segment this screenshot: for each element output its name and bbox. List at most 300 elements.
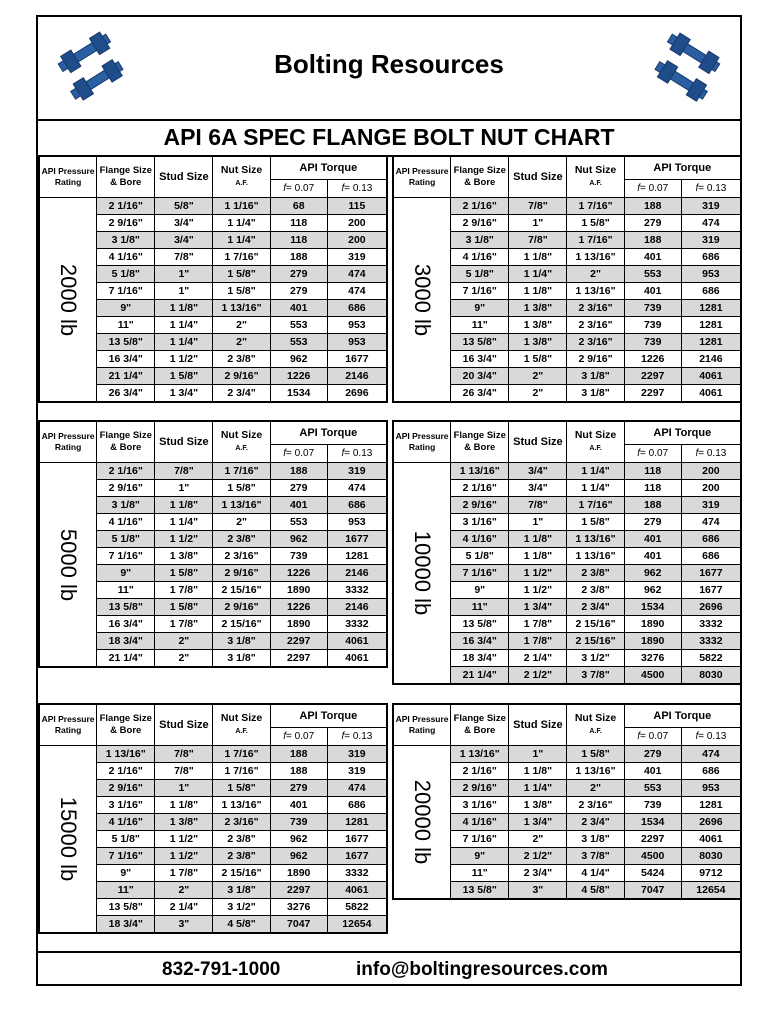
flange-size-cell: 3 1/16" [97, 797, 155, 814]
torque-low-cell: 1890 [270, 616, 327, 633]
torque-low-cell: 739 [624, 300, 681, 317]
torque-low-cell: 68 [270, 198, 327, 215]
torque-high-cell: 3332 [681, 616, 740, 633]
header-nut-size [567, 157, 624, 198]
torque-low-cell: 739 [270, 548, 327, 565]
nut-size-cell: 1 5/8" [567, 215, 624, 232]
torque-low-cell: 1890 [270, 582, 327, 599]
header-nut-size [213, 157, 270, 198]
nut-size-cell: 2 3/8" [213, 831, 270, 848]
torque-high-cell: 4061 [681, 831, 740, 848]
torque-high-cell: 1281 [681, 334, 740, 351]
header-row [40, 157, 387, 180]
flange-size-cell: 9" [451, 300, 509, 317]
nut-size-cell: 2" [213, 317, 270, 334]
torque-high-cell: 12654 [327, 916, 386, 933]
stud-size-cell: 1 1/2" [509, 582, 567, 599]
header-flange-size: Flange Size & Bore [451, 157, 509, 198]
flange-size-cell: 4 1/16" [97, 514, 155, 531]
torque-low-cell: 7047 [624, 882, 681, 899]
torque-low-cell: 1534 [624, 814, 681, 831]
nut-size-cell: 2 15/16" [213, 865, 270, 882]
header-pressure-rating: API Pressure Rating [394, 705, 451, 746]
torque-low-cell: 3276 [624, 650, 681, 667]
torque-low-cell: 118 [270, 215, 327, 232]
header-friction-high [681, 728, 740, 746]
nut-size-cell: 2 15/16" [213, 616, 270, 633]
stud-size-cell: 7/8" [155, 763, 213, 780]
torque-high-cell: 319 [327, 746, 386, 763]
friction-symbol: f [695, 183, 699, 194]
stud-size-cell: 1" [509, 514, 567, 531]
torque-low-cell: 739 [270, 814, 327, 831]
torque-low-cell: 2297 [270, 650, 327, 667]
torque-high-cell: 474 [327, 283, 386, 300]
torque-low-cell: 188 [624, 497, 681, 514]
header-api-torque: API Torque [624, 705, 740, 728]
nut-size-cell: 3 1/8" [213, 882, 270, 899]
header-friction-high [327, 728, 386, 746]
torque-high-cell: 474 [681, 746, 740, 763]
flange-size-cell: 16 3/4" [451, 633, 509, 650]
torque-high-cell: 115 [327, 198, 386, 215]
pressure-rating-label: 20000 lb [410, 779, 436, 865]
header-stud-size: Stud Size [155, 705, 213, 746]
friction-symbol: f [283, 448, 287, 459]
nut-size-cell: 4 5/8" [567, 882, 624, 899]
torque-low-cell: 401 [624, 531, 681, 548]
flange-size-cell: 2 1/16" [451, 763, 509, 780]
flange-size-cell: 11" [97, 882, 155, 899]
header-nut-size-sub: A.F. [589, 180, 602, 187]
torque-high-cell: 4061 [327, 633, 386, 650]
nut-size-cell: 2 3/16" [567, 317, 624, 334]
flange-size-cell: 26 3/4" [451, 385, 509, 402]
nut-size-cell: 3 1/2" [567, 650, 624, 667]
nut-size-cell: 2 3/16" [213, 814, 270, 831]
header-pressure-rating: API Pressure Rating [40, 157, 97, 198]
nut-size-cell: 1 13/16" [213, 300, 270, 317]
header-friction-high [327, 180, 386, 198]
header-api-torque: API Torque [270, 422, 386, 445]
nut-size-cell: 2 9/16" [213, 565, 270, 582]
nut-size-cell: 2 15/16" [213, 582, 270, 599]
torque-low-cell: 118 [624, 480, 681, 497]
friction-symbol: f [695, 448, 699, 459]
stud-size-cell: 1 1/8" [155, 300, 213, 317]
nut-size-cell: 1 13/16" [567, 531, 624, 548]
bolt-table [39, 421, 387, 667]
nut-size-cell: 2 3/16" [567, 797, 624, 814]
stud-size-cell: 3" [155, 916, 213, 933]
flange-size-cell: 18 3/4" [97, 633, 155, 650]
header-api-torque: API Torque [624, 422, 740, 445]
flange-size-cell: 11" [97, 582, 155, 599]
nut-size-cell: 1 5/8" [213, 266, 270, 283]
nut-size-cell: 2" [213, 334, 270, 351]
nut-size-cell: 2 9/16" [213, 599, 270, 616]
nut-size-cell: 2 3/16" [567, 300, 624, 317]
header-nut-size-sub: A.F. [589, 728, 602, 735]
header-stud-size: Stud Size [509, 705, 567, 746]
stud-size-cell: 1" [155, 283, 213, 300]
stud-size-cell: 1 3/8" [155, 548, 213, 565]
bolt-table [39, 704, 387, 933]
flange-size-cell: 3 1/16" [451, 514, 509, 531]
pressure-section-2000 [38, 155, 388, 403]
torque-high-cell: 319 [327, 249, 386, 266]
torque-high-cell: 4061 [327, 882, 386, 899]
phone-number: 832-791-1000 [162, 959, 281, 980]
flange-size-cell: 9" [97, 300, 155, 317]
torque-low-cell: 1226 [624, 351, 681, 368]
torque-low-cell: 188 [270, 763, 327, 780]
stud-size-cell: 1 1/2" [155, 351, 213, 368]
pressure-rating-cell [394, 746, 451, 899]
pressure-rating-cell [40, 746, 97, 933]
torque-low-cell: 739 [624, 797, 681, 814]
flange-size-cell: 20 3/4" [451, 368, 509, 385]
stud-size-cell: 1 1/8" [509, 283, 567, 300]
flange-size-cell: 13 5/8" [451, 882, 509, 899]
torque-low-cell: 962 [624, 582, 681, 599]
header-friction-high [681, 445, 740, 463]
nut-size-cell: 1 1/4" [213, 232, 270, 249]
torque-low-cell: 962 [270, 531, 327, 548]
torque-low-cell: 3276 [270, 899, 327, 916]
header-api-torque: API Torque [270, 157, 386, 180]
nut-size-cell: 2 3/4" [213, 385, 270, 402]
flange-size-cell: 9" [451, 582, 509, 599]
torque-high-cell: 686 [681, 283, 740, 300]
flange-size-cell: 16 3/4" [97, 351, 155, 368]
stud-size-cell: 1 7/8" [155, 616, 213, 633]
header-flange-size: Flange Size & Bore [97, 157, 155, 198]
stud-size-cell: 7/8" [155, 249, 213, 266]
stud-size-cell: 1 1/2" [155, 848, 213, 865]
flange-size-cell: 1 13/16" [97, 746, 155, 763]
stud-size-cell: 1" [155, 480, 213, 497]
flange-size-cell: 4 1/16" [97, 249, 155, 266]
nut-size-cell: 3 1/8" [567, 385, 624, 402]
pressure-section-3000 [392, 155, 742, 403]
nut-size-cell: 1 5/8" [567, 746, 624, 763]
torque-high-cell: 1677 [327, 831, 386, 848]
flange-size-cell: 2 9/16" [451, 780, 509, 797]
header-nut-size-sub: A.F. [235, 180, 248, 187]
torque-low-cell: 401 [270, 797, 327, 814]
flange-size-cell: 9" [97, 865, 155, 882]
torque-high-cell: 953 [327, 317, 386, 334]
stud-size-cell: 1 5/8" [155, 565, 213, 582]
stud-size-cell: 2" [509, 385, 567, 402]
stud-size-cell: 3/4" [155, 215, 213, 232]
torque-low-cell: 188 [270, 746, 327, 763]
torque-high-cell: 319 [327, 463, 386, 480]
nut-size-cell: 3 1/2" [213, 899, 270, 916]
torque-high-cell: 9712 [681, 865, 740, 882]
torque-low-cell: 401 [270, 497, 327, 514]
stud-size-cell: 2 1/4" [155, 899, 213, 916]
stud-size-cell: 1 1/4" [155, 514, 213, 531]
torque-low-cell: 4500 [624, 848, 681, 865]
stud-size-cell: 2" [155, 633, 213, 650]
nut-size-cell: 1 13/16" [213, 497, 270, 514]
flange-size-cell: 2 1/16" [97, 198, 155, 215]
friction-symbol: f [341, 183, 345, 194]
torque-low-cell: 1226 [270, 368, 327, 385]
header-nut-size [213, 705, 270, 746]
header-stud-size: Stud Size [509, 157, 567, 198]
friction-symbol: f [283, 731, 287, 742]
torque-high-cell: 4061 [327, 650, 386, 667]
stud-size-cell: 1" [155, 266, 213, 283]
torque-low-cell: 962 [624, 565, 681, 582]
flange-size-cell: 11" [451, 317, 509, 334]
torque-low-cell: 4500 [624, 667, 681, 684]
header-friction-low [270, 728, 327, 746]
nut-size-cell: 3 1/8" [567, 368, 624, 385]
flange-size-cell: 3 1/8" [97, 497, 155, 514]
torque-low-cell: 118 [270, 232, 327, 249]
friction-symbol: f [283, 183, 287, 194]
torque-high-cell: 2146 [327, 599, 386, 616]
stud-size-cell: 1 3/8" [509, 334, 567, 351]
nut-size-cell: 2 3/8" [567, 582, 624, 599]
torque-low-cell: 2297 [624, 831, 681, 848]
flange-size-cell: 16 3/4" [451, 351, 509, 368]
torque-low-cell: 1226 [270, 565, 327, 582]
stud-size-cell: 2 1/2" [509, 848, 567, 865]
stud-size-cell: 2" [155, 882, 213, 899]
table-row [40, 198, 387, 215]
friction-value: = 0.13 [698, 448, 727, 459]
pressure-rating-cell [394, 463, 451, 684]
torque-high-cell: 200 [681, 463, 740, 480]
header-nut-size-label: Nut Size [220, 712, 263, 724]
pressure-rating-label: 10000 lb [410, 530, 436, 616]
stud-size-cell: 1 7/8" [509, 616, 567, 633]
flange-size-cell: 2 1/16" [451, 198, 509, 215]
nut-size-cell: 2 3/16" [213, 548, 270, 565]
torque-low-cell: 1226 [270, 599, 327, 616]
friction-value: = 0.13 [344, 183, 373, 194]
flange-size-cell: 2 9/16" [97, 480, 155, 497]
stud-size-cell: 1 3/4" [509, 814, 567, 831]
header-friction-low [624, 180, 681, 198]
stud-size-cell: 1 5/8" [155, 599, 213, 616]
torque-low-cell: 2297 [624, 385, 681, 402]
header-row [40, 422, 387, 445]
nut-size-cell: 2" [213, 514, 270, 531]
nut-size-cell: 1 5/8" [567, 514, 624, 531]
torque-low-cell: 401 [624, 548, 681, 565]
torque-low-cell: 739 [624, 334, 681, 351]
header-stud-size: Stud Size [155, 157, 213, 198]
torque-low-cell: 188 [624, 232, 681, 249]
header-stud-size: Stud Size [509, 422, 567, 463]
torque-high-cell: 953 [327, 334, 386, 351]
table-row [394, 198, 741, 215]
friction-symbol: f [695, 731, 699, 742]
stud-size-cell: 1 3/8" [509, 300, 567, 317]
torque-low-cell: 401 [270, 300, 327, 317]
torque-high-cell: 1281 [681, 300, 740, 317]
header-nut-size-label: Nut Size [220, 164, 263, 176]
torque-high-cell: 953 [681, 266, 740, 283]
flange-size-cell: 2 1/16" [97, 463, 155, 480]
nut-size-cell: 2 15/16" [567, 633, 624, 650]
torque-low-cell: 962 [270, 848, 327, 865]
flange-size-cell: 21 1/4" [451, 667, 509, 684]
torque-high-cell: 3332 [327, 616, 386, 633]
nut-size-cell: 2 9/16" [567, 351, 624, 368]
torque-high-cell: 319 [681, 232, 740, 249]
stud-size-cell: 1 3/4" [155, 385, 213, 402]
stud-size-cell: 7/8" [155, 746, 213, 763]
friction-value: = 0.07 [286, 448, 315, 459]
torque-high-cell: 474 [327, 480, 386, 497]
friction-symbol: f [637, 731, 641, 742]
torque-high-cell: 1281 [327, 548, 386, 565]
flange-size-cell: 3 1/8" [97, 232, 155, 249]
table-row [394, 463, 741, 480]
flange-size-cell: 11" [451, 865, 509, 882]
nut-size-cell: 1 7/16" [213, 746, 270, 763]
torque-high-cell: 4061 [681, 368, 740, 385]
friction-symbol: f [341, 448, 345, 459]
flange-size-cell: 5 1/8" [451, 548, 509, 565]
header-nut-size-sub: A.F. [235, 445, 248, 452]
stud-size-cell: 7/8" [509, 497, 567, 514]
header-pressure-rating: API Pressure Rating [40, 705, 97, 746]
nut-size-cell: 1 5/8" [213, 780, 270, 797]
torque-high-cell: 1677 [327, 531, 386, 548]
nut-size-cell: 3 1/8" [567, 831, 624, 848]
stud-size-cell: 1 7/8" [509, 633, 567, 650]
torque-high-cell: 953 [327, 514, 386, 531]
nut-size-cell: 4 1/4" [567, 865, 624, 882]
torque-high-cell: 1677 [327, 351, 386, 368]
torque-low-cell: 2297 [270, 882, 327, 899]
flange-size-cell: 7 1/16" [451, 565, 509, 582]
nut-size-cell: 1 7/16" [213, 249, 270, 266]
pressure-rating-label: 5000 lb [56, 528, 82, 601]
header-nut-size-label: Nut Size [574, 712, 617, 724]
flange-size-cell: 2 1/16" [451, 480, 509, 497]
flange-size-cell: 4 1/16" [451, 531, 509, 548]
torque-high-cell: 1677 [327, 848, 386, 865]
stud-size-cell: 1 3/4" [509, 599, 567, 616]
torque-high-cell: 8030 [681, 848, 740, 865]
stud-size-cell: 1 1/4" [155, 334, 213, 351]
torque-high-cell: 2696 [681, 814, 740, 831]
stud-size-cell: 1 1/8" [155, 497, 213, 514]
torque-high-cell: 474 [681, 215, 740, 232]
flange-size-cell: 3 1/8" [451, 232, 509, 249]
flange-size-cell: 3 1/16" [451, 797, 509, 814]
nut-size-cell: 3 7/8" [567, 848, 624, 865]
torque-high-cell: 200 [327, 215, 386, 232]
flange-size-cell: 4 1/16" [451, 249, 509, 266]
nut-size-cell: 2 3/8" [567, 565, 624, 582]
flange-size-cell: 5 1/8" [451, 266, 509, 283]
torque-high-cell: 2146 [327, 565, 386, 582]
torque-high-cell: 1677 [681, 565, 740, 582]
nut-size-cell: 2 3/4" [567, 599, 624, 616]
stud-size-cell: 7/8" [155, 463, 213, 480]
stud-size-cell: 1 1/4" [509, 780, 567, 797]
stud-size-cell: 2 1/4" [509, 650, 567, 667]
flange-size-cell: 13 5/8" [97, 334, 155, 351]
pressure-section-15000 [38, 703, 388, 934]
torque-low-cell: 553 [270, 317, 327, 334]
nut-size-cell: 1 13/16" [567, 249, 624, 266]
flange-size-cell: 18 3/4" [451, 650, 509, 667]
flange-size-cell: 4 1/16" [451, 814, 509, 831]
flange-size-cell: 5 1/8" [97, 266, 155, 283]
pressure-rating-label: 15000 lb [56, 796, 82, 882]
pressure-rating-cell [40, 463, 97, 667]
torque-low-cell: 279 [624, 746, 681, 763]
torque-low-cell: 401 [624, 249, 681, 266]
nut-size-cell: 1 13/16" [567, 763, 624, 780]
torque-low-cell: 553 [270, 334, 327, 351]
torque-high-cell: 2696 [681, 599, 740, 616]
torque-high-cell: 1281 [681, 797, 740, 814]
torque-high-cell: 200 [327, 232, 386, 249]
friction-symbol: f [341, 731, 345, 742]
stud-size-cell: 7/8" [509, 232, 567, 249]
flange-size-cell: 26 3/4" [97, 385, 155, 402]
stud-size-cell: 3" [509, 882, 567, 899]
stud-size-cell: 1 1/4" [509, 266, 567, 283]
flange-size-cell: 5 1/8" [97, 831, 155, 848]
header-api-torque: API Torque [270, 705, 386, 728]
torque-low-cell: 188 [270, 249, 327, 266]
flange-size-cell: 2 9/16" [451, 215, 509, 232]
flange-size-cell: 7 1/16" [97, 848, 155, 865]
pressure-section-5000 [38, 420, 388, 668]
stud-size-cell: 1" [509, 215, 567, 232]
contact-footer [38, 951, 740, 988]
nut-size-cell: 2 9/16" [213, 368, 270, 385]
torque-high-cell: 8030 [681, 667, 740, 684]
torque-low-cell: 2297 [270, 633, 327, 650]
torque-high-cell: 3332 [327, 865, 386, 882]
flange-size-cell: 2 9/16" [97, 780, 155, 797]
nut-size-cell: 1 1/4" [567, 480, 624, 497]
torque-high-cell: 319 [327, 763, 386, 780]
torque-high-cell: 200 [681, 480, 740, 497]
flange-size-cell: 13 5/8" [451, 334, 509, 351]
friction-value: = 0.07 [640, 731, 669, 742]
torque-low-cell: 1534 [270, 385, 327, 402]
stud-size-cell: 3/4" [155, 232, 213, 249]
torque-high-cell: 686 [327, 300, 386, 317]
nut-size-cell: 1 5/8" [213, 480, 270, 497]
torque-low-cell: 279 [270, 480, 327, 497]
torque-high-cell: 5822 [327, 899, 386, 916]
torque-low-cell: 279 [624, 215, 681, 232]
torque-low-cell: 279 [270, 283, 327, 300]
nut-size-cell: 2 15/16" [567, 616, 624, 633]
torque-high-cell: 686 [327, 797, 386, 814]
torque-low-cell: 739 [624, 317, 681, 334]
header-nut-size-label: Nut Size [220, 429, 263, 441]
nut-size-cell: 1 13/16" [567, 283, 624, 300]
friction-value: = 0.13 [698, 731, 727, 742]
